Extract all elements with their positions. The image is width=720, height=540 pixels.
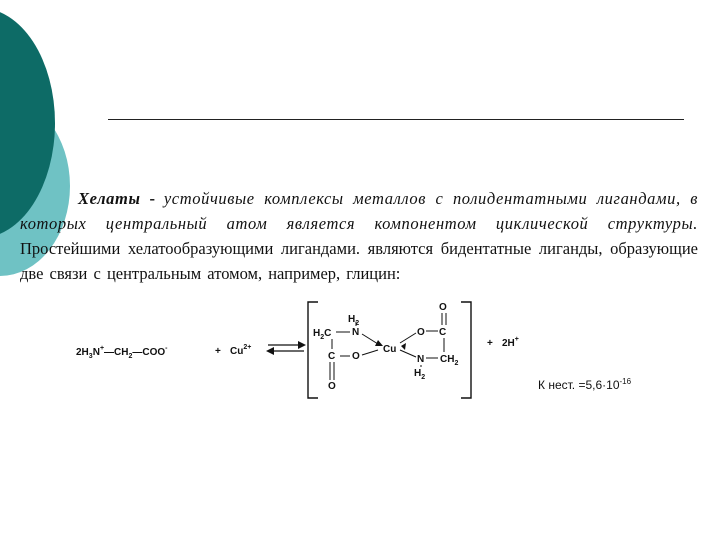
atom-o-left: O <box>352 351 360 362</box>
coordinate-bonds-right <box>400 333 416 357</box>
equilibrium-arrows <box>266 341 306 355</box>
atom-cu-center: Cu <box>383 344 397 355</box>
k-const-label: К нест. =5,6·10 <box>538 378 620 392</box>
atom-h2c: $H_2C$ <box>313 328 332 341</box>
atom-h2-bottom: $H_2$ <box>414 368 426 381</box>
k-const-exponent: -16 <box>619 377 632 386</box>
atom-ch2-right: $CH_2$ <box>440 354 459 367</box>
atom-c-right: C <box>439 327 447 338</box>
copper-ion: $Cu^{2+}$ <box>230 344 252 357</box>
definition-text: устойчивые комплексы металлов с полидентатными лигандами, в которых центральный атом является компонентом циклической структуры. <box>20 189 698 233</box>
left-bracket <box>308 302 318 398</box>
atom-n-bottom: N <box>417 354 425 365</box>
atom-o-bottom-left: O <box>328 381 336 392</box>
coordinate-bonds-left <box>362 334 383 355</box>
atom-c-left: C <box>328 351 336 362</box>
plus-sign-2: + <box>487 338 493 349</box>
term-chelates: Хелаты <box>78 189 141 208</box>
atom-o-top-right: O <box>439 302 447 313</box>
reactant-glycine: $2H_3N^+—CH_2—COO^-$ <box>76 345 168 360</box>
plus-sign-1: + <box>215 346 221 357</box>
right-bracket <box>461 302 471 398</box>
term-dash: - <box>140 189 164 208</box>
paragraph-rest: Простейшими хелатообразующими лигандами. являются бидентатные лиганды, образующие две связи с центральным атомом, например, глицин: <box>20 239 698 283</box>
product-hydrogen: 2H+ <box>502 336 519 349</box>
instability-constant <box>538 377 631 392</box>
atom-n-top: N <box>352 327 360 338</box>
atom-o-right: O <box>417 327 425 338</box>
atom-h2-top: $H_2$ <box>348 314 360 327</box>
